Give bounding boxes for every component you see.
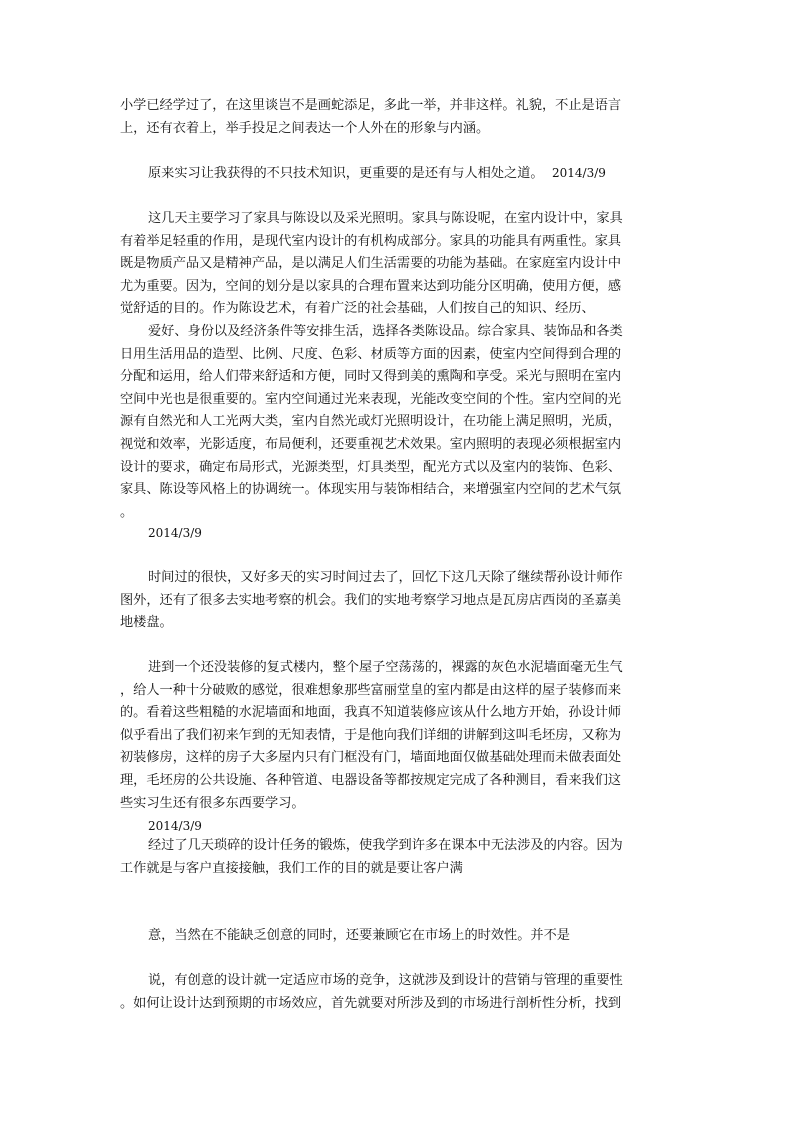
paragraph-unfinished-house [120, 657, 660, 815]
text-line: 似乎看出了我们初来乍到的无知表情，于是他向我们详细的讲解到这叫毛坯房，又称为 [120, 727, 622, 743]
paragraph-design-tasks [120, 835, 660, 880]
text-line: 上，还有衣着上，举手投足之间表达一个人外在的形象与内涵。 [120, 120, 490, 136]
text-line: 设计的要求，确定布局形式，光源类型，灯具类型，配光方式以及室内的装饰、色彩、 [120, 459, 622, 475]
text-line: 分配和运用，给人们带来舒适和方便，同时又得到美的熏陶和享受。采光与照明在室内 [120, 369, 622, 385]
text-line: 源有自然光和人工光两大类，室内自然光或灯光照明设计，在功能上满足照明，光质， [120, 414, 622, 430]
paragraph-site-visit [120, 567, 660, 635]
paragraph-marketing [120, 970, 660, 1015]
entry-date: 2014/3/9 [148, 819, 202, 833]
text-line: 。如何让设计达到预期的市场效应，首先就要对所涉及到的市场进行剖析性分析，找到 [120, 995, 622, 1011]
paragraph-furniture [120, 208, 660, 321]
text-line: 小学已经学过了，在这里谈岂不是画蛇添足，多此一举，并非这样。礼貌，不止是语言 [120, 98, 622, 113]
text-line: 时间过的很快，又好多天的实习时间过去了，回忆下这几天除了继续帮孙设计师作 [148, 570, 623, 585]
text-line: 说，有创意的设计就一定适应市场的竞争，这就涉及到设计的营销与管理的重要性 [148, 973, 623, 988]
text-line: 意，当然在不能缺乏创意的同时，还要兼顾它在市场上的时效性。并不是 [148, 928, 570, 943]
text-line: 既是物质产品又是精神产品，是以满足人们生活需要的功能为基础。在家庭室内设计中 [120, 256, 622, 272]
entry-date: 2014/3/9 [148, 526, 202, 540]
text-line: 尤为重要。因为，空间的划分是以家具的合理布置来达到功能分区明确，使用方便，感 [120, 278, 622, 294]
text-line: 地楼盘。 [120, 615, 173, 631]
text-line: 有着举足轻重的作用，是现代室内设计的有机构成部分。家具的功能具有两重性。家具 [120, 233, 622, 249]
text-line: 图外，还有了很多去实地考察的机会。我们的实地考察学习地点是瓦房店西岗的圣嘉美 [120, 592, 622, 608]
text-line: 初装修房，这样的房子大多屋内只有门框没有门，墙面地面仅做基础处理而未做表面处 [120, 750, 622, 766]
text-line: 工作就是与客户直接接触，我们工作的目的就是要让客户满 [120, 860, 463, 876]
text-line: 爱好、身份以及经济条件等安排生活，选择各类陈设品。综合家具、装饰品和各类 [148, 324, 623, 339]
text-line: 进到一个还没装修的复式楼内，整个屋子空荡荡的，裸露的灰色水泥墙面毫无生气 [148, 660, 623, 675]
paragraph-market [120, 925, 660, 948]
text-line: 这几天主要学习了家具与陈设以及采光照明。家具与陈设呢，在室内设计中，家具 [148, 211, 623, 226]
text-line: 日用生活用品的造型、比例、尺度、色彩、材质等方面的因素，使室内空间得到合理的 [120, 346, 622, 362]
paragraph-etiquette [120, 95, 660, 140]
entry-date: 2014/3/9 [552, 166, 606, 180]
text-line: 的。看着这些粗糙的水泥墙面和地面，我真不知道装修应该从什么地方开始，孙设计师 [120, 705, 622, 721]
paragraph-summary [120, 162, 660, 186]
text-line: ，给人一种十分破败的感觉，很难想象那些富丽堂皇的室内都是由这样的屋子装修而来 [120, 682, 622, 698]
text-line: 理，毛坯房的公共设施、各种管道、电器设备等都按规定完成了各种测目，看来我们这 [120, 772, 622, 788]
text-line: 空间中光也是很重要的。室内空间通过光来表现，光能改变空间的个性。室内空间的光 [120, 391, 622, 407]
text-line: 经过了几天琐碎的设计任务的锻炼，使我学到许多在课本中无法涉及的内容。因为 [148, 838, 623, 853]
text-line: 家具、陈设等风格上的协调统一。体现实用与装饰相结合，来增强室内空间的艺术气氛 [120, 482, 622, 498]
text-line [120, 162, 660, 186]
text-line: 视觉和效率，光影适度，布局便利，还要重视艺术效果。室内照明的表现必须根据室内 [120, 436, 622, 452]
text-line: 觉舒适的目的。作为陈设艺术，有着广泛的社会基础，人们按自己的知识、经历、 [120, 301, 595, 317]
text-line: 。 [120, 504, 134, 520]
summary-text: 原来实习让我获得的不只技术知识，更重要的是还有与人相处之道。 [148, 166, 544, 181]
text-line: 些实习生还有很多东西要学习。 [120, 795, 305, 811]
paragraph-lighting [120, 321, 660, 524]
